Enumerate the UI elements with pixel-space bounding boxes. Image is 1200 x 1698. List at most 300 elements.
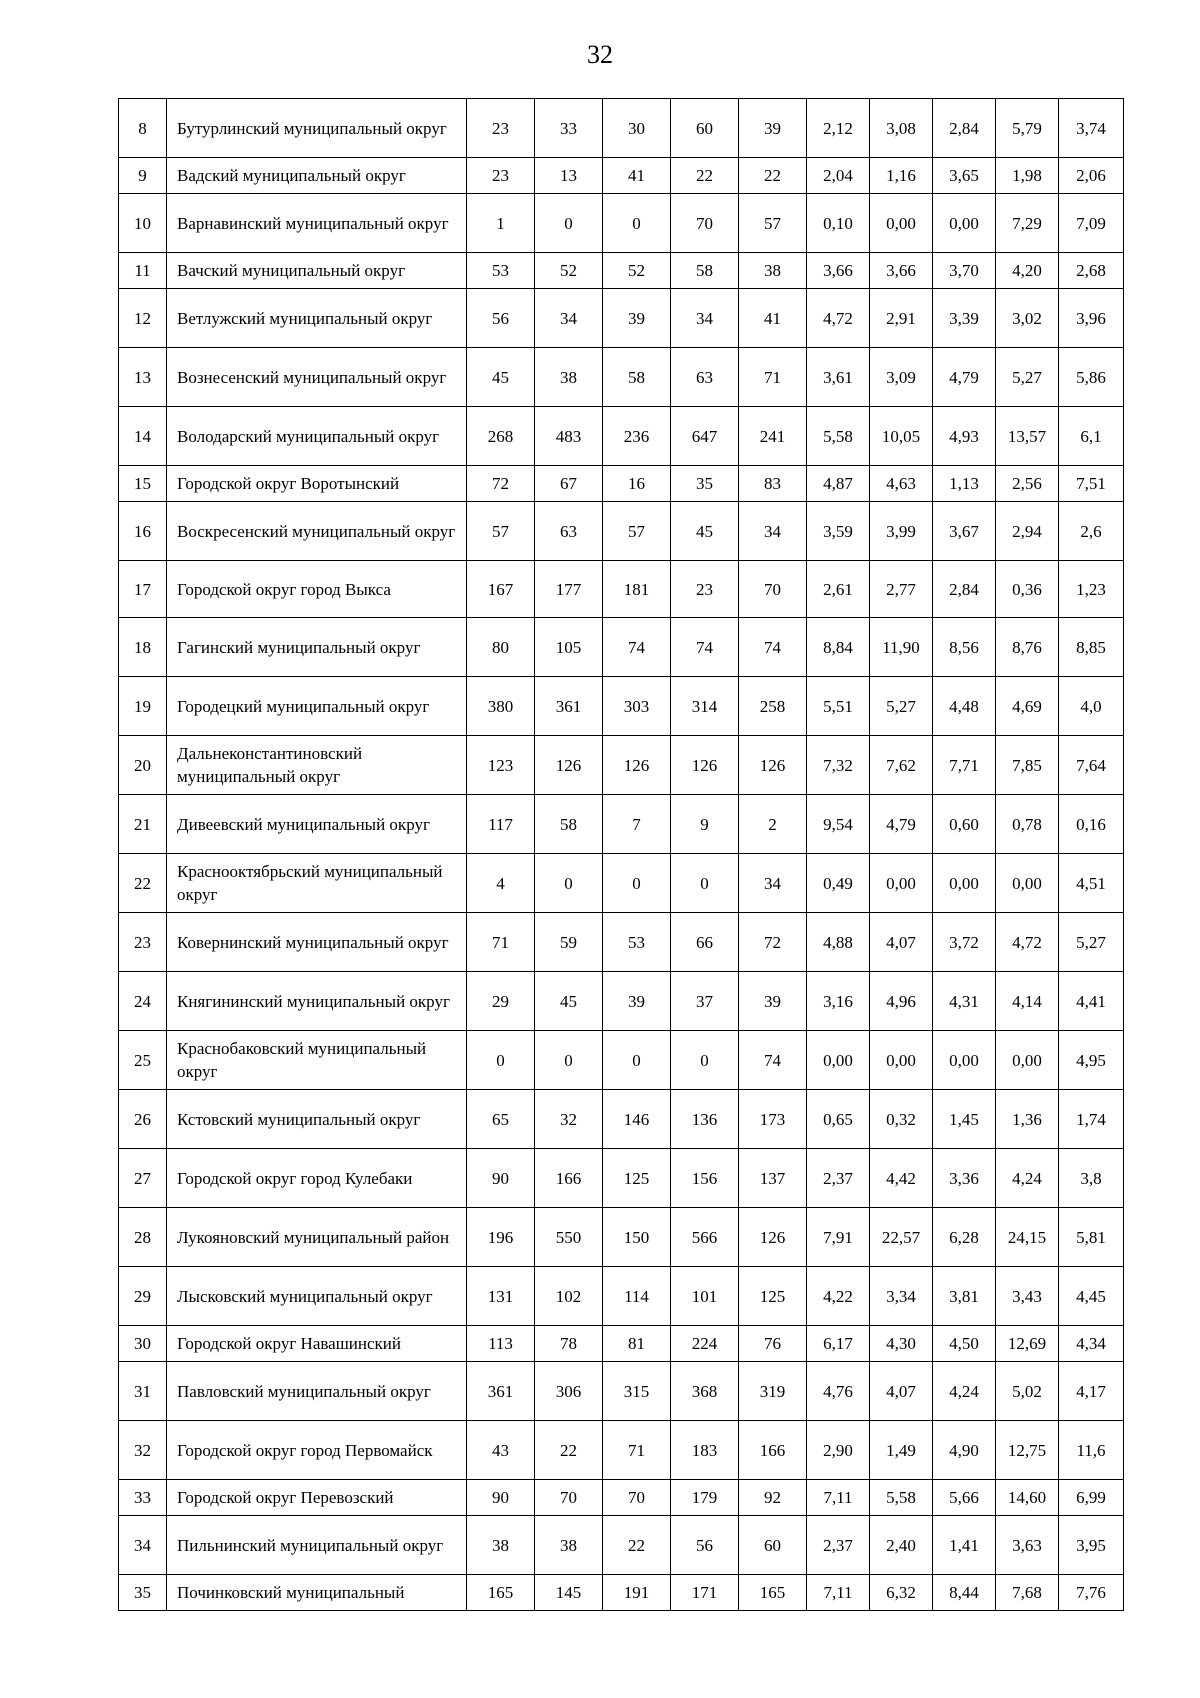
value-cell: 7,71 — [933, 736, 996, 795]
value-cell: 0 — [603, 194, 671, 253]
municipality-name: Воскресенский муниципальный округ — [167, 502, 467, 561]
value-cell: 2,61 — [807, 561, 870, 618]
value-cell: 4,34 — [1059, 1326, 1124, 1362]
value-cell: 78 — [535, 1326, 603, 1362]
value-cell: 11,90 — [870, 618, 933, 677]
table-body — [119, 99, 1124, 1611]
value-cell: 71 — [739, 348, 807, 407]
value-cell: 2,84 — [933, 99, 996, 158]
value-cell: 34 — [739, 502, 807, 561]
value-cell: 45 — [467, 348, 535, 407]
value-cell: 23 — [467, 158, 535, 194]
value-cell: 13 — [535, 158, 603, 194]
value-cell: 0 — [467, 1031, 535, 1090]
table-row — [119, 913, 1124, 972]
value-cell: 39 — [739, 972, 807, 1031]
value-cell: 5,86 — [1059, 348, 1124, 407]
value-cell: 35 — [671, 466, 739, 502]
value-cell: 0 — [535, 194, 603, 253]
value-cell: 34 — [739, 854, 807, 913]
value-cell: 70 — [671, 194, 739, 253]
value-cell: 126 — [739, 1208, 807, 1267]
municipality-name: Вадский муниципальный округ — [167, 158, 467, 194]
value-cell: 8,84 — [807, 618, 870, 677]
value-cell: 117 — [467, 795, 535, 854]
value-cell: 113 — [467, 1326, 535, 1362]
value-cell: 5,58 — [807, 407, 870, 466]
row-number: 31 — [119, 1362, 167, 1421]
value-cell: 4,72 — [807, 289, 870, 348]
value-cell: 5,27 — [870, 677, 933, 736]
value-cell: 71 — [467, 913, 535, 972]
municipality-name: Городской округ город Выкса — [167, 561, 467, 618]
value-cell: 63 — [535, 502, 603, 561]
value-cell: 3,02 — [996, 289, 1059, 348]
value-cell: 6,1 — [1059, 407, 1124, 466]
value-cell: 4,87 — [807, 466, 870, 502]
row-number: 25 — [119, 1031, 167, 1090]
value-cell: 165 — [467, 1575, 535, 1611]
value-cell: 0,00 — [807, 1031, 870, 1090]
value-cell: 3,74 — [1059, 99, 1124, 158]
table-row — [119, 618, 1124, 677]
value-cell: 0 — [671, 1031, 739, 1090]
value-cell: 58 — [535, 795, 603, 854]
value-cell: 0,00 — [870, 854, 933, 913]
value-cell: 7 — [603, 795, 671, 854]
value-cell: 3,70 — [933, 253, 996, 289]
row-number: 29 — [119, 1267, 167, 1326]
table-row — [119, 972, 1124, 1031]
value-cell: 177 — [535, 561, 603, 618]
value-cell: 102 — [535, 1267, 603, 1326]
value-cell: 7,09 — [1059, 194, 1124, 253]
row-number: 33 — [119, 1480, 167, 1516]
value-cell: 156 — [671, 1149, 739, 1208]
value-cell: 4,14 — [996, 972, 1059, 1031]
value-cell: 0,65 — [807, 1090, 870, 1149]
value-cell: 0,32 — [870, 1090, 933, 1149]
value-cell: 126 — [739, 736, 807, 795]
value-cell: 114 — [603, 1267, 671, 1326]
municipality-name: Городецкий муниципальный округ — [167, 677, 467, 736]
value-cell: 550 — [535, 1208, 603, 1267]
value-cell: 126 — [603, 736, 671, 795]
value-cell: 241 — [739, 407, 807, 466]
value-cell: 38 — [535, 1516, 603, 1575]
value-cell: 0,16 — [1059, 795, 1124, 854]
value-cell: 37 — [671, 972, 739, 1031]
value-cell: 0,60 — [933, 795, 996, 854]
value-cell: 3,66 — [807, 253, 870, 289]
table-row — [119, 795, 1124, 854]
value-cell: 236 — [603, 407, 671, 466]
value-cell: 7,62 — [870, 736, 933, 795]
value-cell: 43 — [467, 1421, 535, 1480]
value-cell: 41 — [603, 158, 671, 194]
value-cell: 7,76 — [1059, 1575, 1124, 1611]
row-number: 15 — [119, 466, 167, 502]
value-cell: 4,07 — [870, 913, 933, 972]
row-number: 26 — [119, 1090, 167, 1149]
row-number: 14 — [119, 407, 167, 466]
value-cell: 4,48 — [933, 677, 996, 736]
row-number: 23 — [119, 913, 167, 972]
value-cell: 13,57 — [996, 407, 1059, 466]
value-cell: 7,29 — [996, 194, 1059, 253]
value-cell: 72 — [739, 913, 807, 972]
value-cell: 4,07 — [870, 1362, 933, 1421]
value-cell: 39 — [603, 289, 671, 348]
table-row — [119, 466, 1124, 502]
value-cell: 3,96 — [1059, 289, 1124, 348]
row-number: 9 — [119, 158, 167, 194]
value-cell: 74 — [671, 618, 739, 677]
value-cell: 4,90 — [933, 1421, 996, 1480]
municipality-name: Вачский муниципальный округ — [167, 253, 467, 289]
value-cell: 6,99 — [1059, 1480, 1124, 1516]
row-number: 27 — [119, 1149, 167, 1208]
value-cell: 45 — [671, 502, 739, 561]
value-cell: 137 — [739, 1149, 807, 1208]
value-cell: 11,6 — [1059, 1421, 1124, 1480]
value-cell: 71 — [603, 1421, 671, 1480]
value-cell: 4,24 — [933, 1362, 996, 1421]
municipality-name: Лукояновский муниципальный район — [167, 1208, 467, 1267]
value-cell: 66 — [671, 913, 739, 972]
value-cell: 3,67 — [933, 502, 996, 561]
value-cell: 4,22 — [807, 1267, 870, 1326]
value-cell: 22,57 — [870, 1208, 933, 1267]
value-cell: 5,27 — [996, 348, 1059, 407]
table-row — [119, 561, 1124, 618]
municipality-name: Городской округ город Кулебаки — [167, 1149, 467, 1208]
value-cell: 52 — [535, 253, 603, 289]
value-cell: 8,85 — [1059, 618, 1124, 677]
page-number: 32 — [587, 40, 613, 69]
value-cell: 34 — [671, 289, 739, 348]
value-cell: 126 — [671, 736, 739, 795]
municipality-name: Володарский муниципальный округ — [167, 407, 467, 466]
municipality-name: Городской округ Навашинский — [167, 1326, 467, 1362]
value-cell: 0,00 — [996, 1031, 1059, 1090]
value-cell: 2 — [739, 795, 807, 854]
value-cell: 7,85 — [996, 736, 1059, 795]
value-cell: 3,39 — [933, 289, 996, 348]
value-cell: 1,45 — [933, 1090, 996, 1149]
value-cell: 92 — [739, 1480, 807, 1516]
value-cell: 0 — [603, 854, 671, 913]
value-cell: 258 — [739, 677, 807, 736]
table-row — [119, 1362, 1124, 1421]
value-cell: 380 — [467, 677, 535, 736]
value-cell: 125 — [603, 1149, 671, 1208]
value-cell: 2,37 — [807, 1149, 870, 1208]
table-row — [119, 1208, 1124, 1267]
table-row — [119, 348, 1124, 407]
value-cell: 10,05 — [870, 407, 933, 466]
value-cell: 6,17 — [807, 1326, 870, 1362]
municipality-name: Гагинский муниципальный округ — [167, 618, 467, 677]
value-cell: 3,34 — [870, 1267, 933, 1326]
value-cell: 3,99 — [870, 502, 933, 561]
row-number: 11 — [119, 253, 167, 289]
municipality-name: Дивеевский муниципальный округ — [167, 795, 467, 854]
value-cell: 3,09 — [870, 348, 933, 407]
value-cell: 4,17 — [1059, 1362, 1124, 1421]
value-cell: 3,95 — [1059, 1516, 1124, 1575]
value-cell: 0 — [603, 1031, 671, 1090]
value-cell: 65 — [467, 1090, 535, 1149]
row-number: 16 — [119, 502, 167, 561]
value-cell: 7,68 — [996, 1575, 1059, 1611]
table-row — [119, 677, 1124, 736]
value-cell: 70 — [535, 1480, 603, 1516]
value-cell: 1,49 — [870, 1421, 933, 1480]
value-cell: 14,60 — [996, 1480, 1059, 1516]
value-cell: 24,15 — [996, 1208, 1059, 1267]
value-cell: 33 — [535, 99, 603, 158]
value-cell: 0,00 — [996, 854, 1059, 913]
table-row — [119, 1480, 1124, 1516]
municipality-name: Варнавинский муниципальный округ — [167, 194, 467, 253]
value-cell: 224 — [671, 1326, 739, 1362]
value-cell: 9 — [671, 795, 739, 854]
value-cell: 4,51 — [1059, 854, 1124, 913]
value-cell: 0,00 — [870, 1031, 933, 1090]
value-cell: 3,36 — [933, 1149, 996, 1208]
value-cell: 56 — [467, 289, 535, 348]
table-row — [119, 1516, 1124, 1575]
row-number: 22 — [119, 854, 167, 913]
table-row — [119, 194, 1124, 253]
value-cell: 4,69 — [996, 677, 1059, 736]
row-number: 18 — [119, 618, 167, 677]
municipality-name: Городской округ Воротынский — [167, 466, 467, 502]
value-cell: 3,72 — [933, 913, 996, 972]
value-cell: 166 — [739, 1421, 807, 1480]
value-cell: 83 — [739, 466, 807, 502]
value-cell: 566 — [671, 1208, 739, 1267]
row-number: 13 — [119, 348, 167, 407]
table-row — [119, 289, 1124, 348]
value-cell: 306 — [535, 1362, 603, 1421]
value-cell: 5,81 — [1059, 1208, 1124, 1267]
value-cell: 6,28 — [933, 1208, 996, 1267]
value-cell: 150 — [603, 1208, 671, 1267]
value-cell: 3,63 — [996, 1516, 1059, 1575]
value-cell: 34 — [535, 289, 603, 348]
value-cell: 0,78 — [996, 795, 1059, 854]
value-cell: 0,00 — [933, 1031, 996, 1090]
value-cell: 16 — [603, 466, 671, 502]
value-cell: 5,58 — [870, 1480, 933, 1516]
municipality-name: Ветлужский муниципальный округ — [167, 289, 467, 348]
value-cell: 2,6 — [1059, 502, 1124, 561]
value-cell: 268 — [467, 407, 535, 466]
table-row — [119, 158, 1124, 194]
value-cell: 3,08 — [870, 99, 933, 158]
value-cell: 314 — [671, 677, 739, 736]
value-cell: 74 — [739, 618, 807, 677]
value-cell: 1 — [467, 194, 535, 253]
value-cell: 4,0 — [1059, 677, 1124, 736]
value-cell: 2,91 — [870, 289, 933, 348]
table-row — [119, 253, 1124, 289]
value-cell: 74 — [603, 618, 671, 677]
value-cell: 4,20 — [996, 253, 1059, 289]
value-cell: 45 — [535, 972, 603, 1031]
value-cell: 173 — [739, 1090, 807, 1149]
value-cell: 3,16 — [807, 972, 870, 1031]
municipality-name: Дальнеконстантиновский муниципальный округ — [167, 736, 467, 795]
value-cell: 23 — [671, 561, 739, 618]
value-cell: 0,36 — [996, 561, 1059, 618]
value-cell: 1,98 — [996, 158, 1059, 194]
row-number: 28 — [119, 1208, 167, 1267]
row-number: 20 — [119, 736, 167, 795]
value-cell: 2,77 — [870, 561, 933, 618]
value-cell: 101 — [671, 1267, 739, 1326]
value-cell: 361 — [467, 1362, 535, 1421]
value-cell: 22 — [739, 158, 807, 194]
value-cell: 4 — [467, 854, 535, 913]
value-cell: 7,91 — [807, 1208, 870, 1267]
row-number: 8 — [119, 99, 167, 158]
table-row — [119, 1326, 1124, 1362]
value-cell: 131 — [467, 1267, 535, 1326]
value-cell: 5,79 — [996, 99, 1059, 158]
value-cell: 4,45 — [1059, 1267, 1124, 1326]
value-cell: 3,43 — [996, 1267, 1059, 1326]
value-cell: 1,13 — [933, 466, 996, 502]
value-cell: 2,37 — [807, 1516, 870, 1575]
value-cell: 7,32 — [807, 736, 870, 795]
value-cell: 5,27 — [1059, 913, 1124, 972]
value-cell: 56 — [671, 1516, 739, 1575]
value-cell: 76 — [739, 1326, 807, 1362]
value-cell: 60 — [671, 99, 739, 158]
value-cell: 183 — [671, 1421, 739, 1480]
value-cell: 70 — [739, 561, 807, 618]
value-cell: 2,56 — [996, 466, 1059, 502]
row-number: 30 — [119, 1326, 167, 1362]
value-cell: 4,72 — [996, 913, 1059, 972]
value-cell: 23 — [467, 99, 535, 158]
value-cell: 167 — [467, 561, 535, 618]
value-cell: 303 — [603, 677, 671, 736]
value-cell: 70 — [603, 1480, 671, 1516]
municipality-name: Пильнинский муниципальный округ — [167, 1516, 467, 1575]
municipality-name: Бутурлинский муниципальный округ — [167, 99, 467, 158]
value-cell: 166 — [535, 1149, 603, 1208]
value-cell: 483 — [535, 407, 603, 466]
value-cell: 4,41 — [1059, 972, 1124, 1031]
value-cell: 4,93 — [933, 407, 996, 466]
value-cell: 319 — [739, 1362, 807, 1421]
value-cell: 3,8 — [1059, 1149, 1124, 1208]
value-cell: 8,56 — [933, 618, 996, 677]
value-cell: 3,61 — [807, 348, 870, 407]
row-number: 17 — [119, 561, 167, 618]
value-cell: 63 — [671, 348, 739, 407]
table-row — [119, 1149, 1124, 1208]
value-cell: 136 — [671, 1090, 739, 1149]
value-cell: 22 — [603, 1516, 671, 1575]
value-cell: 7,11 — [807, 1575, 870, 1611]
value-cell: 59 — [535, 913, 603, 972]
value-cell: 4,30 — [870, 1326, 933, 1362]
value-cell: 196 — [467, 1208, 535, 1267]
value-cell: 90 — [467, 1149, 535, 1208]
value-cell: 38 — [535, 348, 603, 407]
value-cell: 5,51 — [807, 677, 870, 736]
value-cell: 125 — [739, 1267, 807, 1326]
statistics-table — [118, 98, 1124, 1611]
value-cell: 39 — [603, 972, 671, 1031]
table-row — [119, 502, 1124, 561]
value-cell: 2,68 — [1059, 253, 1124, 289]
table-row — [119, 1090, 1124, 1149]
value-cell: 39 — [739, 99, 807, 158]
table-row — [119, 1421, 1124, 1480]
value-cell: 3,65 — [933, 158, 996, 194]
value-cell: 22 — [671, 158, 739, 194]
value-cell: 4,63 — [870, 466, 933, 502]
value-cell: 53 — [467, 253, 535, 289]
municipality-name: Починковский муниципальный — [167, 1575, 467, 1611]
value-cell: 12,69 — [996, 1326, 1059, 1362]
value-cell: 1,23 — [1059, 561, 1124, 618]
value-cell: 38 — [467, 1516, 535, 1575]
value-cell: 8,44 — [933, 1575, 996, 1611]
row-number: 21 — [119, 795, 167, 854]
value-cell: 171 — [671, 1575, 739, 1611]
value-cell: 2,84 — [933, 561, 996, 618]
value-cell: 4,96 — [870, 972, 933, 1031]
value-cell: 81 — [603, 1326, 671, 1362]
value-cell: 4,76 — [807, 1362, 870, 1421]
value-cell: 7,51 — [1059, 466, 1124, 502]
value-cell: 0 — [535, 1031, 603, 1090]
value-cell: 53 — [603, 913, 671, 972]
table-row — [119, 854, 1124, 913]
municipality-name: Городской округ Перевозский — [167, 1480, 467, 1516]
value-cell: 29 — [467, 972, 535, 1031]
value-cell: 1,16 — [870, 158, 933, 194]
row-number: 10 — [119, 194, 167, 253]
municipality-name: Лысковский муниципальный округ — [167, 1267, 467, 1326]
value-cell: 0,10 — [807, 194, 870, 253]
value-cell: 5,02 — [996, 1362, 1059, 1421]
value-cell: 1,36 — [996, 1090, 1059, 1149]
value-cell: 74 — [739, 1031, 807, 1090]
value-cell: 58 — [671, 253, 739, 289]
value-cell: 105 — [535, 618, 603, 677]
row-number: 34 — [119, 1516, 167, 1575]
value-cell: 30 — [603, 99, 671, 158]
row-number: 12 — [119, 289, 167, 348]
value-cell: 3,66 — [870, 253, 933, 289]
value-cell: 41 — [739, 289, 807, 348]
value-cell: 58 — [603, 348, 671, 407]
value-cell: 57 — [467, 502, 535, 561]
value-cell: 57 — [739, 194, 807, 253]
value-cell: 7,64 — [1059, 736, 1124, 795]
value-cell: 9,54 — [807, 795, 870, 854]
value-cell: 32 — [535, 1090, 603, 1149]
value-cell: 5,66 — [933, 1480, 996, 1516]
